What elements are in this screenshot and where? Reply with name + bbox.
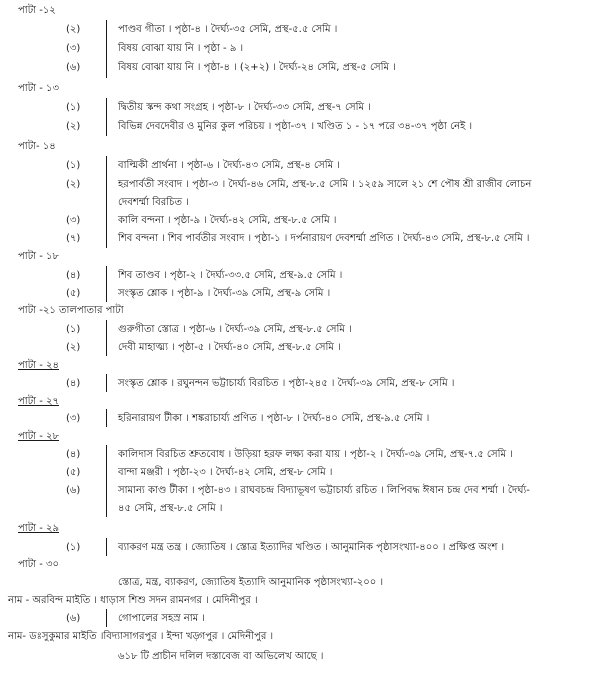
bracket-bar [106,20,107,78]
item-number: (২) [66,342,81,353]
item-text: হরিনারায়ণ টীকা । শঙ্করাচার্য্য প্রণিত । পৃষ্ঠা-৮ । দৈর্ঘ্য-৪০ সেমি, প্রস্থ-৯.৫ সেমি । [118,413,430,424]
item-number: (৩) [66,215,81,226]
bracket-bar [106,445,107,517]
bracket-bar [106,156,107,248]
item-number: (৬) [66,485,81,496]
section-header: পাটা - ৩০ [18,559,60,570]
item-text: শিব বন্দনা । শিব পার্বতীর সংবাদ । পৃষ্ঠা-১ । দর্পনারায়ণ দেবশর্ম্মা প্রণিত । দৈর্ঘ্য-৪৩ সেমি, প্রস্থ-৮.৫ সেমি । [118,233,530,244]
item-number: (১) [66,542,81,553]
section-header: পাটা -২১ তালপাতার পাটা [18,305,124,316]
item-text: হরপার্বতী সংবাদ । পৃষ্ঠা-৩ । দৈর্ঘ্য-৪৬ সেমি, প্রস্থ-৮.৫ সেমি । ১২৫৯ সালে ২১ শে পৌষ শ্রী রাজীব লোচন [118,179,532,190]
item-number: (৪) [66,378,81,389]
item-text: ব্যাকরণ মন্ত্র তন্ত্র । জ্যোতিষ । স্তোত্র ইত্যাদির খণ্ডিত । আনুমানিক পৃষ্ঠাসংখ্যা-৪০০ । প্রক্ষিপ্ত অংশ । [118,542,505,553]
section-header: পাটা - ২৭ [18,396,60,407]
item-text: সামান্য কাণ্ড টীকা । পৃষ্ঠা-৪৩ । রাঘবচন্দ্র বিদ্যাভূষণ ভট্টাচার্য্য রচিত । লিপিবদ্ধ ঈষান চন্দ্র দেব শর্ম্মা । দৈর্ঘ্য- [118,485,530,496]
item-text: বিষয় বোঝা যায় নি । পৃষ্ঠা - ৯ । [118,43,244,54]
item-number: (৪) [66,270,81,281]
bracket-bar [106,538,107,556]
item-text: গুরুগীতা স্তোত্র । পৃষ্ঠা-৬ । দৈর্ঘ্য-৩৯ সেমি, প্রস্থ-৮.৫ সেমি । [118,324,352,335]
item-number: (৪) [66,449,81,460]
section-header: পাটা - ২৯ [18,523,59,534]
section-text: স্তোত্র, মন্ত্র, ব্যাকরণ, জ্যোতিষ ইত্যাদি আনুমানিক পৃষ্ঠাসংখ্যা-২০০ । [118,577,384,588]
item-number: (২) [66,24,81,35]
item-number: (১) [66,102,81,113]
item-text: পাণ্ডব গীতা । পৃষ্ঠা-৪ । দৈর্ঘ্য-৩৫ সেমি, প্রস্থ-৫.৫ সেমি । [118,24,338,35]
item-number: (৫) [66,288,81,299]
item-text: দ্বিতীয় স্কন্দ কথা সংগ্রহ । পৃষ্ঠা-৮ । দৈর্ঘ্য-৩৩ সেমি, প্রস্থ-৭ সেমি । [118,102,371,113]
footer-note: ৬১৮ টি প্রাচীন দলিল দস্তাবেজ বা অভিলেখ আছে । [118,651,324,662]
section-header: পাটা - ১৮ [18,251,59,262]
bracket-bar [106,374,107,392]
item-number: (৩) [66,413,81,424]
section-header: পাটা - ২৪ [18,360,59,371]
item-text: কালিদাস বিরচিত শ্রুতবোধ । উড়িয়া হরফ লক্ষ্য করা যায় । পৃষ্ঠা-২ । দৈর্ঘ্য-৩৯ সেমি, প্রস্থ-৭.৫ সেমি । [118,449,513,460]
item-number: (১) [66,324,81,335]
bracket-bar [106,266,107,302]
item-number: (৬) [66,62,81,73]
item-text-continued: দেবশর্ম্মা বিরচিত । [118,197,189,208]
item-number: (২) [66,179,81,190]
item-text: বান্দা মঞ্জরী । পৃষ্ঠা-২৩ । দৈর্ঘ্য-৪২ সেমি, প্রস্থ-৮ সেমি । [118,467,333,478]
item-text: গোপালের সহস্র নাম । [118,613,205,624]
item-text: কালি বন্দনা । পৃষ্ঠা-৯ । দৈর্ঘ্য-৪২ সেমি, প্রস্থ-৮.৫ সেমি । [118,215,337,226]
item-text: সংস্কৃত শ্লোক । পৃষ্ঠা-৯ । দৈর্ঘ্য-৩৯ সেমি, প্রস্থ-৯ সেমি । [118,288,331,299]
item-text: বিভিন্ন দেবদেবীর ও মুনির কুল পরিচয় । পৃষ্ঠা-৩৭ । খণ্ডিত ১ - ১৭ পরে ৩৪-৩৭ পৃষ্ঠা নেই । [118,121,473,132]
item-text: বিষয় বোঝা যায় নি । পৃষ্ঠা-৪ । (২+২) । দৈর্ঘ্য-২৪ সেমি, প্রস্থ-৫ সেমি । [118,62,396,73]
item-text-continued: ৪৫ সেমি, প্রস্থ-৮.৫ সেমি । [118,503,223,514]
owner-name-line: নাম- ডঃসুকুমার মাইতি ।বিদ্যাসাগরপুর । ইন্দা খড়্গপুর । মেদিনীপুর । [8,631,274,642]
bracket-bar [106,409,107,427]
bracket-bar [106,320,107,356]
item-text: সংস্কৃত শ্লোক । রঘুনন্দন ভট্টাচার্য্য বিরচিত । পৃষ্ঠা-২৪৫ । দৈর্ঘ্য-৩৯ সেমি, প্রস্থ-৮ সেমি । [118,378,455,389]
item-text: বাল্মিকী প্রার্থনা । পৃষ্ঠা-৬ । দৈর্ঘ্য-৪৩ সেমি, প্রস্থ-৪ সেমি । [118,160,340,171]
section-header: পাটা -১২ [18,5,56,16]
bracket-bar [106,98,107,136]
section-header: পাটা - ১৩ [18,83,59,94]
item-number: (১) [66,160,81,171]
item-number: (৭) [66,233,81,244]
section-header: পাটা- ১৪ [18,141,56,152]
bracket-bar [106,609,107,627]
item-number: (৬) [66,613,81,624]
section-header: পাটা - ২৮ [18,431,59,442]
item-text: শিব তাণ্ডব । পৃষ্ঠা-২ । দৈর্ঘ্য-৩৩.৫ সেমি, প্রস্থ-৯.৫ সেমি । [118,270,343,281]
item-number: (২) [66,121,81,132]
item-number: (৩) [66,43,81,54]
owner-name-line: নাম - অরবিন্দ মাইতি । ধাড়াস শিশু সদন রামনগর । মেদিনীপুর । [8,595,258,606]
item-number: (৫) [66,467,81,478]
item-text: দেবী মাহাত্ম্য । পৃষ্ঠা-৫ । দৈর্ঘ্য-৪০ সেমি, প্রস্থ-৮.৫ সেমি । [118,342,341,353]
